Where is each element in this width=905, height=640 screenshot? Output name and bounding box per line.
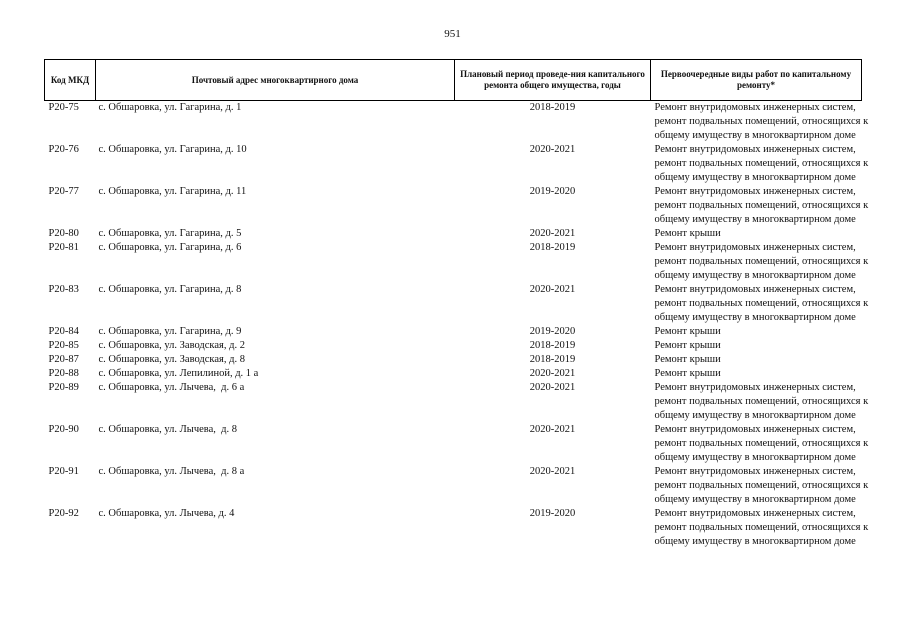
header-period: Плановый период проведе-ния капитального ремонта общего имущества, годы xyxy=(455,60,651,101)
work-line: Ремонт крыши xyxy=(654,228,721,239)
table-row xyxy=(45,339,862,353)
row-works xyxy=(651,339,862,353)
table-row xyxy=(45,465,862,507)
row-period: 2019-2020 xyxy=(529,186,576,197)
row-code: Р20-76 xyxy=(48,144,79,155)
work-line: общему имуществу в многоквартирном доме xyxy=(654,494,856,505)
row-address: с. Обшаровка, ул. Заводская, д. 2 xyxy=(98,340,245,351)
work-line: общему имуществу в многоквартирном доме xyxy=(654,536,856,547)
table-header xyxy=(45,60,862,101)
row-period: 2018-2019 xyxy=(529,242,576,253)
row-address: с. Обшаровка, ул. Лычева, д. 8 а xyxy=(98,466,245,477)
row-code: Р20-77 xyxy=(48,186,79,197)
row-period: 2020-2021 xyxy=(529,228,576,239)
work-line: общему имуществу в многоквартирном доме xyxy=(654,410,856,421)
row-address: с. Обшаровка, ул. Лычева, д. 6 а xyxy=(98,382,245,393)
row-works xyxy=(651,227,862,241)
row-address: с. Обшаровка, ул. Лепилиной, д. 1 а xyxy=(98,368,259,379)
table-row xyxy=(45,423,862,465)
row-works xyxy=(651,143,869,185)
table-row xyxy=(45,227,862,241)
header-code: Код МКД xyxy=(45,60,96,101)
row-works xyxy=(651,367,862,381)
row-period: 2018-2019 xyxy=(529,102,576,113)
table-row xyxy=(45,241,862,283)
table-row xyxy=(45,101,862,144)
row-period: 2018-2019 xyxy=(529,340,576,351)
table-body xyxy=(45,101,869,550)
work-line: Ремонт внутридомовых инженерных систем, xyxy=(654,144,856,155)
row-code: Р20-87 xyxy=(48,354,79,365)
work-line: Ремонт крыши xyxy=(654,340,721,351)
work-line: ремонт подвальных помещений, относящихся к xyxy=(654,200,869,211)
work-line: Ремонт внутридомовых инженерных систем, xyxy=(654,102,856,113)
capital-repair-table xyxy=(44,59,869,549)
row-works xyxy=(651,185,869,227)
row-address: с. Обшаровка, ул. Гагарина, д. 5 xyxy=(98,228,242,239)
row-period: 2020-2021 xyxy=(529,382,576,393)
work-line: ремонт подвальных помещений, относящихся к xyxy=(654,396,869,407)
row-code: Р20-85 xyxy=(48,340,79,351)
row-code: Р20-83 xyxy=(48,284,79,295)
row-address: с. Обшаровка, ул. Гагарина, д. 10 xyxy=(98,144,247,155)
row-address: с. Обшаровка, ул. Гагарина, д. 6 xyxy=(98,242,242,253)
work-line: Ремонт внутридомовых инженерных систем, xyxy=(654,382,856,393)
row-address: с. Обшаровка, ул. Заводская, д. 8 xyxy=(98,354,245,365)
row-period: 2020-2021 xyxy=(529,144,576,155)
work-line: Ремонт крыши xyxy=(654,368,721,379)
work-line: Ремонт внутридомовых инженерных систем, xyxy=(654,424,856,435)
row-period: 2018-2019 xyxy=(529,354,576,365)
row-works xyxy=(651,465,869,507)
row-address: с. Обшаровка, ул. Гагарина, д. 1 xyxy=(98,102,242,113)
row-address: с. Обшаровка, ул. Лычева, д. 4 xyxy=(98,508,235,519)
row-code: Р20-92 xyxy=(48,508,79,519)
row-period: 2019-2020 xyxy=(529,326,576,337)
work-line: ремонт подвальных помещений, относящихся к xyxy=(654,438,869,449)
work-line: Ремонт внутридомовых инженерных систем, xyxy=(654,186,856,197)
table-row xyxy=(45,325,862,339)
table-row xyxy=(45,367,862,381)
work-line: ремонт подвальных помещений, относящихся к xyxy=(654,158,869,169)
row-works xyxy=(651,507,869,549)
row-period: 2020-2021 xyxy=(529,466,576,477)
work-line: общему имуществу в многоквартирном доме xyxy=(654,270,856,281)
row-code: Р20-88 xyxy=(48,368,79,379)
work-line: Ремонт внутридомовых инженерных систем, xyxy=(654,466,856,477)
work-line: общему имуществу в многоквартирном доме xyxy=(654,130,856,141)
work-line: общему имуществу в многоквартирном доме xyxy=(654,452,856,463)
work-line: ремонт подвальных помещений, относящихся к xyxy=(654,522,869,533)
row-code: Р20-80 xyxy=(48,228,79,239)
row-works xyxy=(651,241,869,283)
row-works xyxy=(651,423,869,465)
row-works xyxy=(651,283,869,325)
table-row xyxy=(45,143,862,185)
row-period: 2020-2021 xyxy=(529,284,576,295)
row-works xyxy=(651,381,869,423)
row-works xyxy=(651,325,862,339)
table-row xyxy=(45,283,862,325)
table-row xyxy=(45,507,862,549)
work-line: ремонт подвальных помещений, относящихся к xyxy=(654,480,869,491)
row-period: 2019-2020 xyxy=(529,508,576,519)
work-line: общему имуществу в многоквартирном доме xyxy=(654,172,856,183)
work-line: ремонт подвальных помещений, относящихся к xyxy=(654,256,869,267)
row-code: Р20-90 xyxy=(48,424,79,435)
row-period: 2020-2021 xyxy=(529,424,576,435)
work-line: Ремонт крыши xyxy=(654,354,721,365)
work-line: Ремонт внутридомовых инженерных систем, xyxy=(654,508,856,519)
row-address: с. Обшаровка, ул. Гагарина, д. 11 xyxy=(98,186,247,197)
work-line: общему имуществу в многоквартирном доме xyxy=(654,214,856,225)
row-address: с. Обшаровка, ул. Гагарина, д. 8 xyxy=(98,284,242,295)
work-line: ремонт подвальных помещений, относящихся к xyxy=(654,298,869,309)
row-works xyxy=(651,353,862,367)
work-line: Ремонт крыши xyxy=(654,326,721,337)
work-line: ремонт подвальных помещений, относящихся к xyxy=(654,116,869,127)
table-row xyxy=(45,381,862,423)
row-code: Р20-91 xyxy=(48,466,79,477)
page-number: 951 xyxy=(444,28,461,40)
row-address: с. Обшаровка, ул. Гагарина, д. 9 xyxy=(98,326,242,337)
header-works: Первоочередные виды работ по капитальному ремонту* xyxy=(651,60,862,101)
row-period: 2020-2021 xyxy=(529,368,576,379)
row-works xyxy=(651,101,869,144)
work-line: общему имуществу в многоквартирном доме xyxy=(654,312,856,323)
row-code: Р20-81 xyxy=(48,242,79,253)
row-code: Р20-75 xyxy=(48,102,79,113)
header-address: Почтовый адрес многоквартирного дома xyxy=(96,60,455,101)
row-code: Р20-89 xyxy=(48,382,79,393)
table-row xyxy=(45,353,862,367)
row-code: Р20-84 xyxy=(48,326,79,337)
table-row xyxy=(45,185,862,227)
row-address: с. Обшаровка, ул. Лычева, д. 8 xyxy=(98,424,237,435)
work-line: Ремонт внутридомовых инженерных систем, xyxy=(654,284,856,295)
work-line: Ремонт внутридомовых инженерных систем, xyxy=(654,242,856,253)
